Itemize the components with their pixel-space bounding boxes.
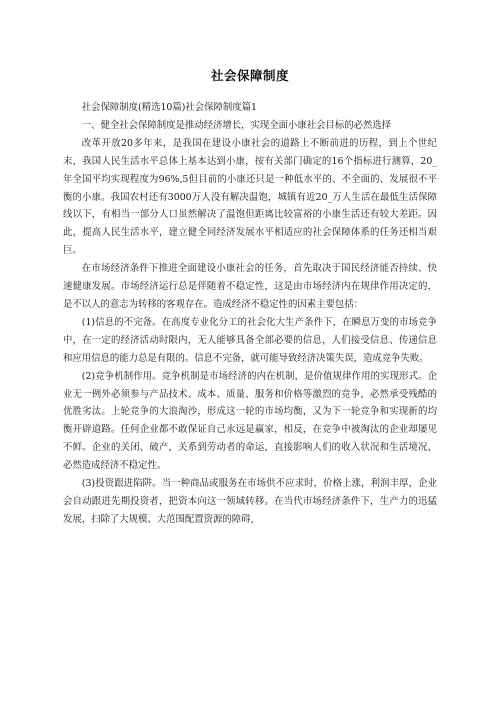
document-subtitle: 社会保障制度(精选10篇)社会保障制度篇1 bbox=[81, 102, 258, 113]
paragraph: 一、健全社会保障制度是推动经济增长，实现全面小康社会目标的必然选择 bbox=[81, 119, 392, 131]
paragraph: (2)竞争机制作用。竞争机制是市场经济的内在机制，是价值规律作用的实现形式。企业无一例外必须参与产品技术、成本、质量、服务和价格等激烈的竞争，必然承受残酷的优胜劣汰。上轮竞争的大浪淘沙，形成这一轮的市场均衡，又为下一轮竞争和实现新的均衡开辟道路。任何企业都不敢保证自己永远是赢家，相反，在竞争中被淘汰的企业却屡见不鲜。企业的关闭、破产，关系到劳动者的命运，直接影响人们的收入状况和生活境况，必然造成经济不稳定性。 bbox=[63, 370, 437, 472]
paragraph: (3)投资跟进陷阱。当一种商品或服务在市场供不应求时，价格上涨，利润丰厚，企业会自动跟进先期投资者，把资本向这一领域转移。在当代市场经济条件下，生产力的迅猛发展，扫除了大规模、大范围配置资源的障碍， bbox=[63, 478, 437, 525]
document-body bbox=[63, 99, 437, 529]
paragraph: (1)信息的不完备。在高度专业化分工的社会化大生产条件下，在瞬息万变的市场竞争中，在一定的经济活动时限内，无人能够具备全部必要的信息，人们接受信息、传递信息和应用信息的能力总是有限的。信息不完备，就可能导致经济决策失误，造成竞争失败。 bbox=[63, 316, 437, 364]
document-title: 社会保障制度 bbox=[210, 68, 289, 83]
paragraph: 在市场经济条件下推进全面建设小康社会的任务，首先取决于国民经济能否持续、快速健康发展。市场经济运行总是伴随着不稳定性，这是由市场经济内在规律作用决定的，是不以人的意志为转移的客观存在。造成经济不稳定性的因素主要包括： bbox=[63, 263, 437, 310]
paragraph: 改革开放20多年来，是我国在建设小康社会的道路上不断前进的历程，到上个世纪末，我国人民生活水平总体上基本达到小康，按有关部门确定的16个指标进行测算，20_年全国平均实现程度为96%,5但目前的小康还只是一种低水平的、不全面的、发展很不平衡的小康。我国农村还有3000万人没有解决温饱，城镇有近20_万人生活在最低生活保障线以下，有相当一部分人口虽然解决了温饱但距离比较富裕的小康生活还有较大差距。因此，提高人民生活水平，建立健全同经济发展水平相适应的社会保障体系的任务还相当艰巨。 bbox=[63, 137, 437, 257]
